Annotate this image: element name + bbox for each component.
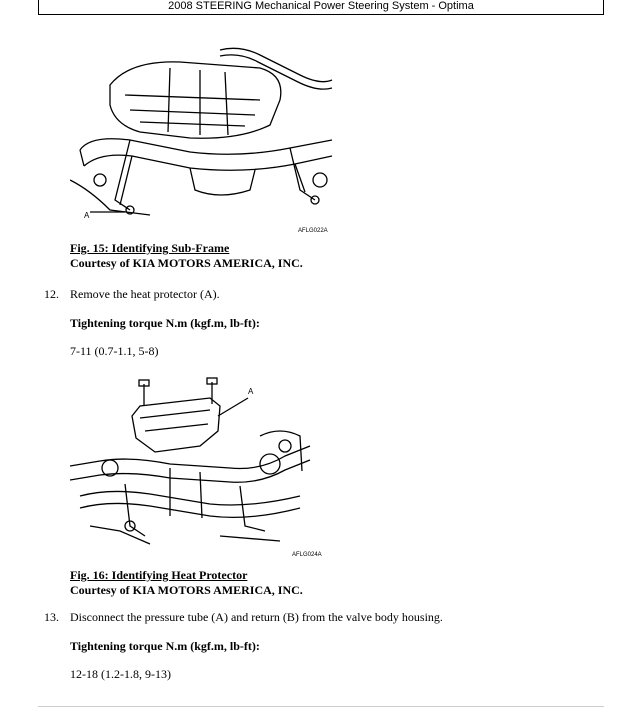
- callout-a-fig16: A: [248, 387, 254, 396]
- step-13-torque-value: 12-18 (1.2-1.8, 9-13): [70, 667, 171, 681]
- figure-16-title: Fig. 16: Identifying Heat Protector: [70, 568, 248, 582]
- figure-15-caption: [70, 241, 303, 271]
- step-12-number: 12.: [44, 287, 59, 301]
- figure-16-caption: [70, 568, 303, 598]
- callout-a-fig15: A: [84, 211, 90, 220]
- step-13-number: 13.: [44, 610, 59, 624]
- figure-code-fig15: AFLG022A: [298, 228, 328, 234]
- step-13-text: Disconnect the pressure tube (A) and return (B) from the valve body housing.: [70, 610, 443, 624]
- heat-protector-illustration: [70, 376, 340, 562]
- step-12-text: Remove the heat protector (A).: [70, 287, 220, 301]
- figure-15-title: Fig. 15: Identifying Sub-Frame: [70, 241, 230, 255]
- step-12-torque-label: Tightening torque N.m (kgf.m, lb-ft):: [70, 316, 260, 330]
- figure-code-fig16: AFLG024A: [292, 552, 322, 558]
- step-12: [44, 287, 220, 302]
- figure-15-courtesy: Courtesy of KIA MOTORS AMERICA, INC.: [70, 256, 303, 270]
- step-12-torque-value: 7-11 (0.7-1.1, 5-8): [70, 344, 159, 358]
- figure-16-courtesy: Courtesy of KIA MOTORS AMERICA, INC.: [70, 583, 303, 597]
- step-13: [44, 610, 443, 625]
- page-bottom-divider: [38, 706, 604, 707]
- step-13-torque-label: Tightening torque N.m (kgf.m, lb-ft):: [70, 639, 260, 653]
- page-header: 2008 STEERING Mechanical Power Steering System - Optima: [38, 0, 604, 15]
- sub-frame-illustration: [70, 40, 340, 235]
